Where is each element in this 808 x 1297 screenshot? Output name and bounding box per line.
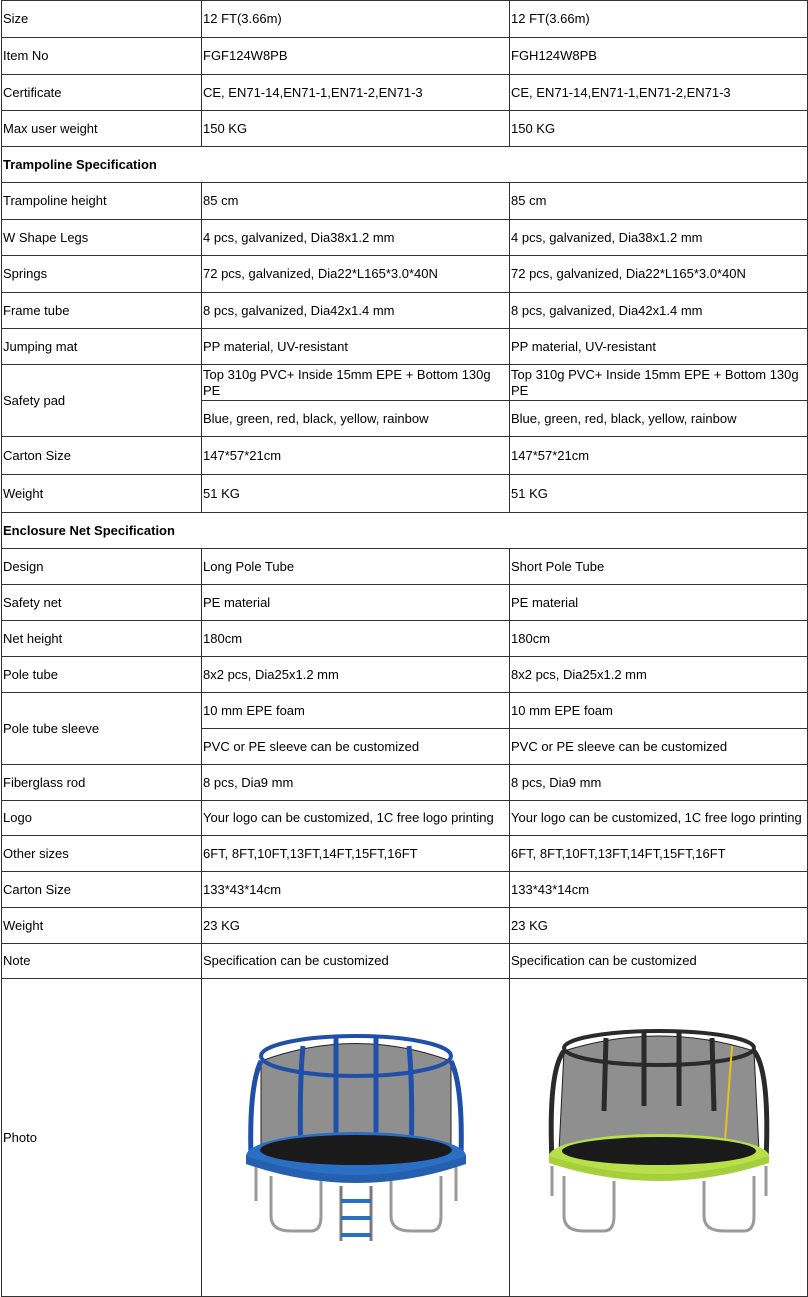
cell-value: 4 pcs, galvanized, Dia38x1.2 mm xyxy=(510,220,808,256)
row-label: Design xyxy=(2,549,202,585)
cell-value: 4 pcs, galvanized, Dia38x1.2 mm xyxy=(202,220,510,256)
section-title: Trampoline Specification xyxy=(2,147,808,183)
cell-value: 12 FT(3.66m) xyxy=(510,1,808,38)
cell-value: 72 pcs, galvanized, Dia22*L165*3.0*40N xyxy=(202,256,510,293)
row-label: Max user weight xyxy=(2,111,202,147)
cell-value: CE, EN71-14,EN71-1,EN71-2,EN71-3 xyxy=(202,75,510,111)
row-label: Safety net xyxy=(2,585,202,621)
cell-value: 12 FT(3.66m) xyxy=(202,1,510,38)
cell-value: Blue, green, red, black, yellow, rainbow xyxy=(202,401,510,437)
cell-value: 133*43*14cm xyxy=(202,872,510,908)
table-row xyxy=(2,256,808,293)
cell-value: 85 cm xyxy=(510,183,808,220)
table-row xyxy=(2,75,808,111)
spec-table xyxy=(1,0,808,1297)
cell-value: 133*43*14cm xyxy=(510,872,808,908)
cell-value: PVC or PE sleeve can be customized xyxy=(510,729,808,765)
row-label: Springs xyxy=(2,256,202,293)
cell-value: 147*57*21cm xyxy=(510,437,808,475)
cell-value: 180cm xyxy=(202,621,510,657)
cell-value: 6FT, 8FT,10FT,13FT,14FT,15FT,16FT xyxy=(510,836,808,872)
table-row xyxy=(2,621,808,657)
row-label: Pole tube xyxy=(2,657,202,693)
row-label: Size xyxy=(2,1,202,38)
cell-value: 8 pcs, galvanized, Dia42x1.4 mm xyxy=(202,293,510,329)
table-row xyxy=(2,872,808,908)
cell-value: Top 310g PVC+ Inside 15mm EPE + Bottom 130g PE xyxy=(202,365,510,401)
cell-value: 72 pcs, galvanized, Dia22*L165*3.0*40N xyxy=(510,256,808,293)
row-label: Net height xyxy=(2,621,202,657)
table-row xyxy=(2,38,808,75)
cell-value: CE, EN71-14,EN71-1,EN71-2,EN71-3 xyxy=(510,75,808,111)
table-row xyxy=(2,765,808,801)
cell-value: Long Pole Tube xyxy=(202,549,510,585)
row-label: Logo xyxy=(2,801,202,836)
cell-value: 51 KG xyxy=(202,475,510,513)
table-row xyxy=(2,475,808,513)
row-label: Carton Size xyxy=(2,872,202,908)
cell-value: 147*57*21cm xyxy=(202,437,510,475)
cell-value: 8 pcs, Dia9 mm xyxy=(510,765,808,801)
table-row xyxy=(2,944,808,979)
row-label: Pole tube sleeve xyxy=(2,693,202,765)
cell-value: Blue, green, red, black, yellow, rainbow xyxy=(510,401,808,437)
cell-value: 8x2 pcs, Dia25x1.2 mm xyxy=(202,657,510,693)
row-label: Frame tube xyxy=(2,293,202,329)
table-row xyxy=(2,1,808,38)
row-label: Other sizes xyxy=(2,836,202,872)
cell-value: PVC or PE sleeve can be customized xyxy=(202,729,510,765)
cell-value: 10 mm EPE foam xyxy=(202,693,510,729)
cell-value: 6FT, 8FT,10FT,13FT,14FT,15FT,16FT xyxy=(202,836,510,872)
trampoline-long-pole-image xyxy=(241,1026,471,1246)
row-label: W Shape Legs xyxy=(2,220,202,256)
row-label: Fiberglass rod xyxy=(2,765,202,801)
cell-value: Short Pole Tube xyxy=(510,549,808,585)
cell-value: 10 mm EPE foam xyxy=(510,693,808,729)
table-row xyxy=(2,329,808,365)
table-row xyxy=(2,549,808,585)
cell-value: Specification can be customized xyxy=(202,944,510,979)
photo-short-pole-trampoline xyxy=(510,979,808,1297)
photo-long-pole-trampoline xyxy=(202,979,510,1297)
table-row xyxy=(2,365,808,401)
table-row xyxy=(2,293,808,329)
cell-value: 8 pcs, Dia9 mm xyxy=(202,765,510,801)
section-title: Enclosure Net Specification xyxy=(2,513,808,549)
row-label: Weight xyxy=(2,475,202,513)
cell-value: 23 KG xyxy=(510,908,808,944)
row-label: Trampoline height xyxy=(2,183,202,220)
cell-value: Specification can be customized xyxy=(510,944,808,979)
table-row xyxy=(2,183,808,220)
cell-value: 8x2 pcs, Dia25x1.2 mm xyxy=(510,657,808,693)
cell-value: PP material, UV-resistant xyxy=(510,329,808,365)
table-row xyxy=(2,657,808,693)
section-header-row xyxy=(2,513,808,549)
cell-value: PP material, UV-resistant xyxy=(202,329,510,365)
row-label: Safety pad xyxy=(2,365,202,437)
trampoline-short-pole-image xyxy=(544,1026,774,1246)
section-header-row xyxy=(2,147,808,183)
cell-value: 8 pcs, galvanized, Dia42x1.4 mm xyxy=(510,293,808,329)
table-row xyxy=(2,220,808,256)
table-row xyxy=(2,111,808,147)
row-label: Weight xyxy=(2,908,202,944)
table-row xyxy=(2,585,808,621)
cell-value: 23 KG xyxy=(202,908,510,944)
photo-row xyxy=(2,979,808,1297)
table-row xyxy=(2,836,808,872)
row-label: Photo xyxy=(2,979,202,1297)
table-row xyxy=(2,693,808,729)
row-label: Certificate xyxy=(2,75,202,111)
cell-value: Your logo can be customized, 1C free logo printing xyxy=(510,801,808,836)
cell-value: 85 cm xyxy=(202,183,510,220)
table-row xyxy=(2,908,808,944)
cell-value: PE material xyxy=(202,585,510,621)
cell-value: 150 KG xyxy=(202,111,510,147)
cell-value: 180cm xyxy=(510,621,808,657)
table-row xyxy=(2,801,808,836)
row-label: Note xyxy=(2,944,202,979)
cell-value: Your logo can be customized, 1C free logo printing xyxy=(202,801,510,836)
cell-value: 150 KG xyxy=(510,111,808,147)
cell-value: FGH124W8PB xyxy=(510,38,808,75)
table-row xyxy=(2,437,808,475)
cell-value: PE material xyxy=(510,585,808,621)
row-label: Jumping mat xyxy=(2,329,202,365)
cell-value: Top 310g PVC+ Inside 15mm EPE + Bottom 130g PE xyxy=(510,365,808,401)
cell-value: 51 KG xyxy=(510,475,808,513)
row-label: Item No xyxy=(2,38,202,75)
row-label: Carton Size xyxy=(2,437,202,475)
cell-value: FGF124W8PB xyxy=(202,38,510,75)
